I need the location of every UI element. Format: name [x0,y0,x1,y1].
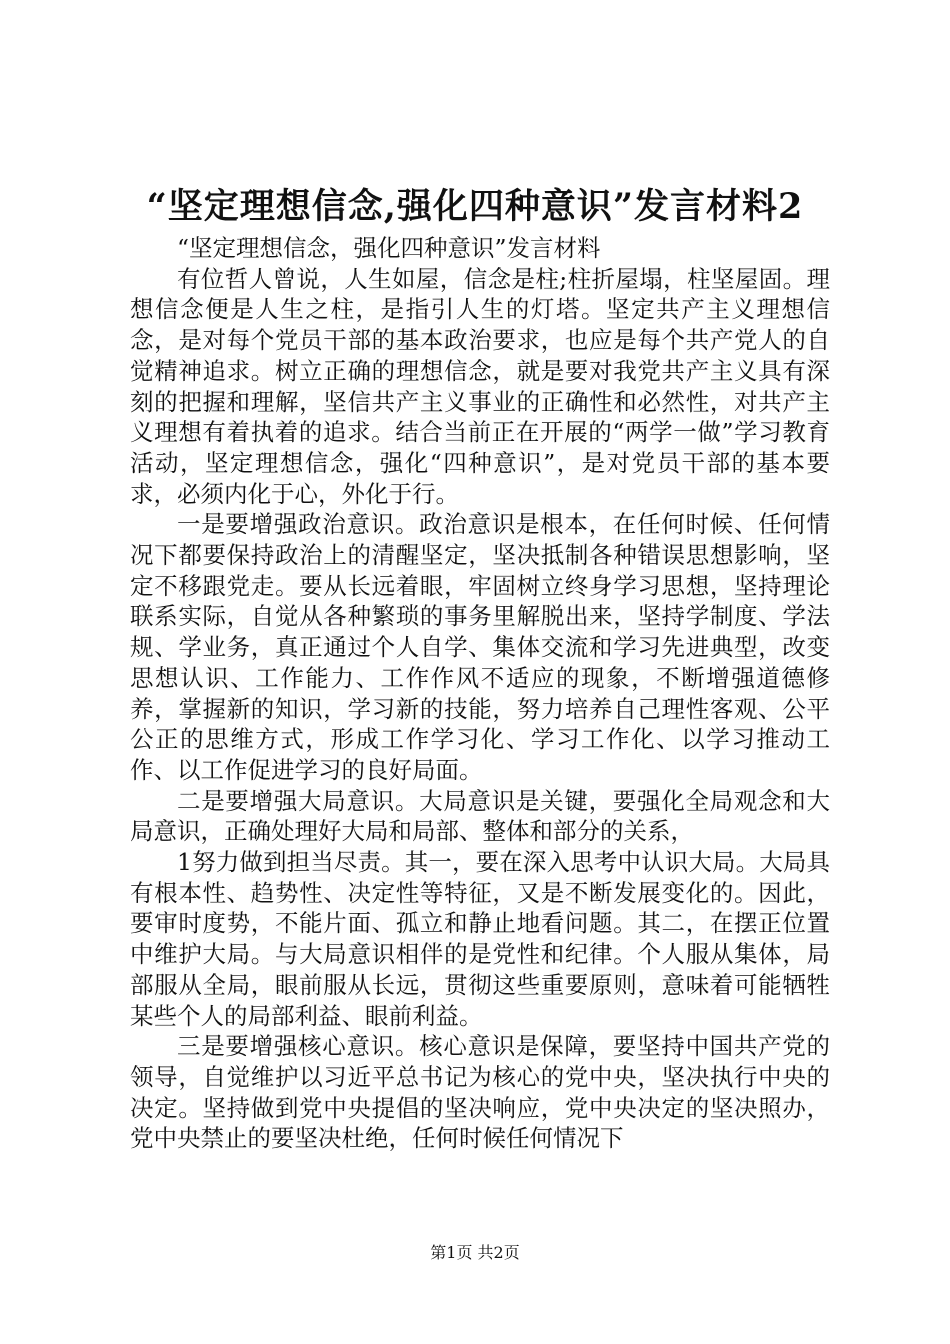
body-paragraph: 一是要增强政治意识。政治意识是根本，在任何时候、任何情况下都要保持政治上的清醒坚定，坚决抵制各种错误思想影响，坚定不移跟党走。要从长远着眼，牢固树立终身学习思想，坚持理论联系实际，自觉从各种繁琐的事务里解脱出来，坚持学制度、学法规、学业务，真正通过个人自学、集体交流和学习先进典型，改变思想认识、工作能力、工作作风不适应的现象，不断增强道德修养，掌握新的知识，学习新的技能，努力培养自己理性客观、公平公正的思维方式，形成工作学习化、学习工作化、以学习推动工作、以工作促进学习的良好局面。 [130,510,830,784]
body-paragraph: 三是要增强核心意识。核心意识是保障，要坚持中国共产党的领导，自觉维护以习近平总书记为核心的党中央，坚决执行中央的决定。坚持做到党中央提倡的坚决响应，党中央决定的坚决照办，党中央禁止的要坚决杜绝，任何时候任何情况下 [130,1032,830,1153]
subtitle-paragraph: “坚定理想信念，强化四种意识”发言材料 [177,234,601,262]
document-body [130,233,830,1154]
page-footer: 第1页 共2页 [430,1243,520,1262]
body-paragraph: 1努力做到担当尽责。其一，要在深入思考中认识大局。大局具有根本性、趋势性、决定性等特征，又是不断发展变化的。因此，要审时度势，不能片面、孤立和静止地看问题。其二，在摆正位置中维护大局。与大局意识相伴的是党性和纪律。个人服从集体，局部服从全局，眼前服从长远，贯彻这些重要原则，意味着可能牺牲某些个人的局部利益、眼前利益。 [130,848,830,1030]
body-paragraph: 有位哲人曾说，人生如屋，信念是柱;柱折屋塌，柱坚屋固。理想信念便是人生之柱，是指引人生的灯塔。坚定共产主义理想信念，是对每个党员干部的基本政治要求，也应是每个共产党人的自觉精神追求。树立正确的理想信念，就是要对我党共产主义具有深刻的把握和理解，坚信共产主义事业的正确性和必然性，对共产主义理想有着执着的追求。结合当前正在开展的“两学一做”学习教育活动，坚定理想信念，强化“四种意识”，是对党员干部的基本要求，必须内化于心，外化于行。 [130,264,830,508]
document-title: “坚定理想信念,强化四种意识”发言材料2 [146,186,804,227]
body-paragraph: 二是要增强大局意识。大局意识是关键，要强化全局观念和大局意识，正确处理好大局和局部、整体和部分的关系， [130,786,830,846]
